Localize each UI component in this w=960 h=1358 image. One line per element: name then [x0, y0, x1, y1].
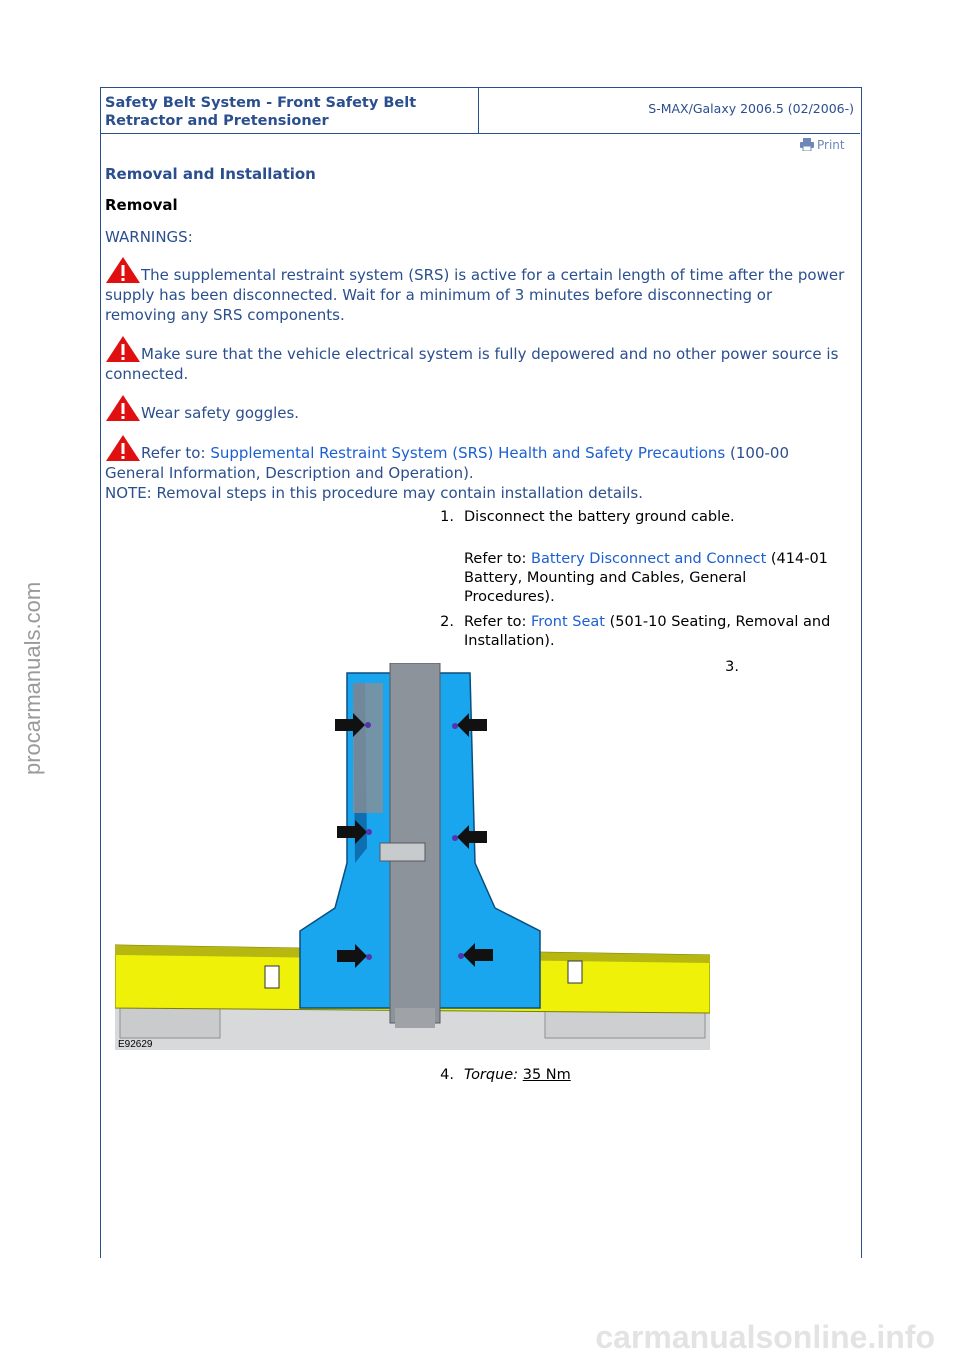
warning-text: The supplemental restraint system (SRS) is active for a certain length of time after the power supply has been disconnected. Wait for a minimum of 3 minutes before disconnecting or removing any SRS components.	[105, 266, 845, 324]
warning-item	[105, 394, 845, 423]
step-3	[715, 658, 775, 678]
step-number: 1.	[440, 509, 454, 525]
warning-item	[105, 256, 845, 325]
ref-suffix: (414-01 Battery, Mounting and Cables, General Procedures).	[464, 551, 828, 605]
step-number: 2.	[440, 614, 454, 630]
step-reference	[464, 613, 840, 651]
pillar-trim-figure	[115, 663, 710, 1050]
warning-item	[105, 335, 845, 384]
ref-prefix: Refer to:	[464, 551, 527, 567]
subsection-title: Removal	[105, 196, 178, 214]
warning-icon	[105, 394, 141, 422]
print-button[interactable]	[800, 138, 845, 152]
side-watermark	[9, 560, 49, 780]
footer-watermark	[0, 1290, 960, 1358]
step-4	[430, 1066, 840, 1088]
document-title: Safety Belt System - Front Safety Belt Retractor and Pretensioner	[105, 95, 417, 129]
side-watermark-text: procarmanuals.com	[20, 581, 45, 775]
warning-item	[105, 434, 845, 483]
step-text: Disconnect the battery ground cable.	[464, 509, 735, 525]
header-divider	[478, 87, 479, 133]
printer-icon	[800, 138, 814, 151]
document-header	[100, 87, 860, 134]
step-number: 3.	[725, 659, 739, 675]
ref-suffix: (501-10 Seating, Removal and Installation).	[464, 614, 831, 649]
warnings-label: WARNINGS:	[105, 228, 193, 246]
ref-prefix: Refer to:	[464, 614, 527, 630]
footer-watermark-text: carmanualsonline.info	[595, 1319, 935, 1355]
warning-icon	[105, 335, 141, 363]
warning-ref-suffix: (100-00 General Information, Description and Operation).	[105, 444, 790, 482]
front-seat-link[interactable]: Front Seat	[531, 614, 605, 630]
torque-label: Torque:	[464, 1067, 519, 1083]
step-2	[430, 613, 840, 653]
step-reference	[464, 550, 840, 607]
print-label: Print	[817, 138, 845, 152]
warning-text: Wear safety goggles.	[141, 404, 300, 422]
figure-id: E92629	[118, 1039, 153, 1050]
vehicle-model: S-MAX/Galaxy 2006.5 (02/2006-)	[648, 101, 854, 116]
section-title: Removal and Installation	[105, 165, 316, 183]
battery-disconnect-link[interactable]: Battery Disconnect and Connect	[531, 551, 767, 567]
warning-text: Make sure that the vehicle electrical system is fully depowered and no other power source is connected.	[105, 345, 839, 383]
srs-precautions-link[interactable]: Supplemental Restraint System (SRS) Health and Safety Precautions	[210, 444, 726, 462]
warning-ref-prefix: Refer to:	[141, 444, 206, 462]
step-1	[430, 508, 840, 608]
warning-icon	[105, 434, 141, 462]
torque-value: 35 Nm	[522, 1067, 571, 1083]
warning-icon	[105, 256, 141, 284]
step-number: 4.	[440, 1067, 454, 1083]
note-text: NOTE: Removal steps in this procedure may contain installation details.	[105, 484, 643, 502]
